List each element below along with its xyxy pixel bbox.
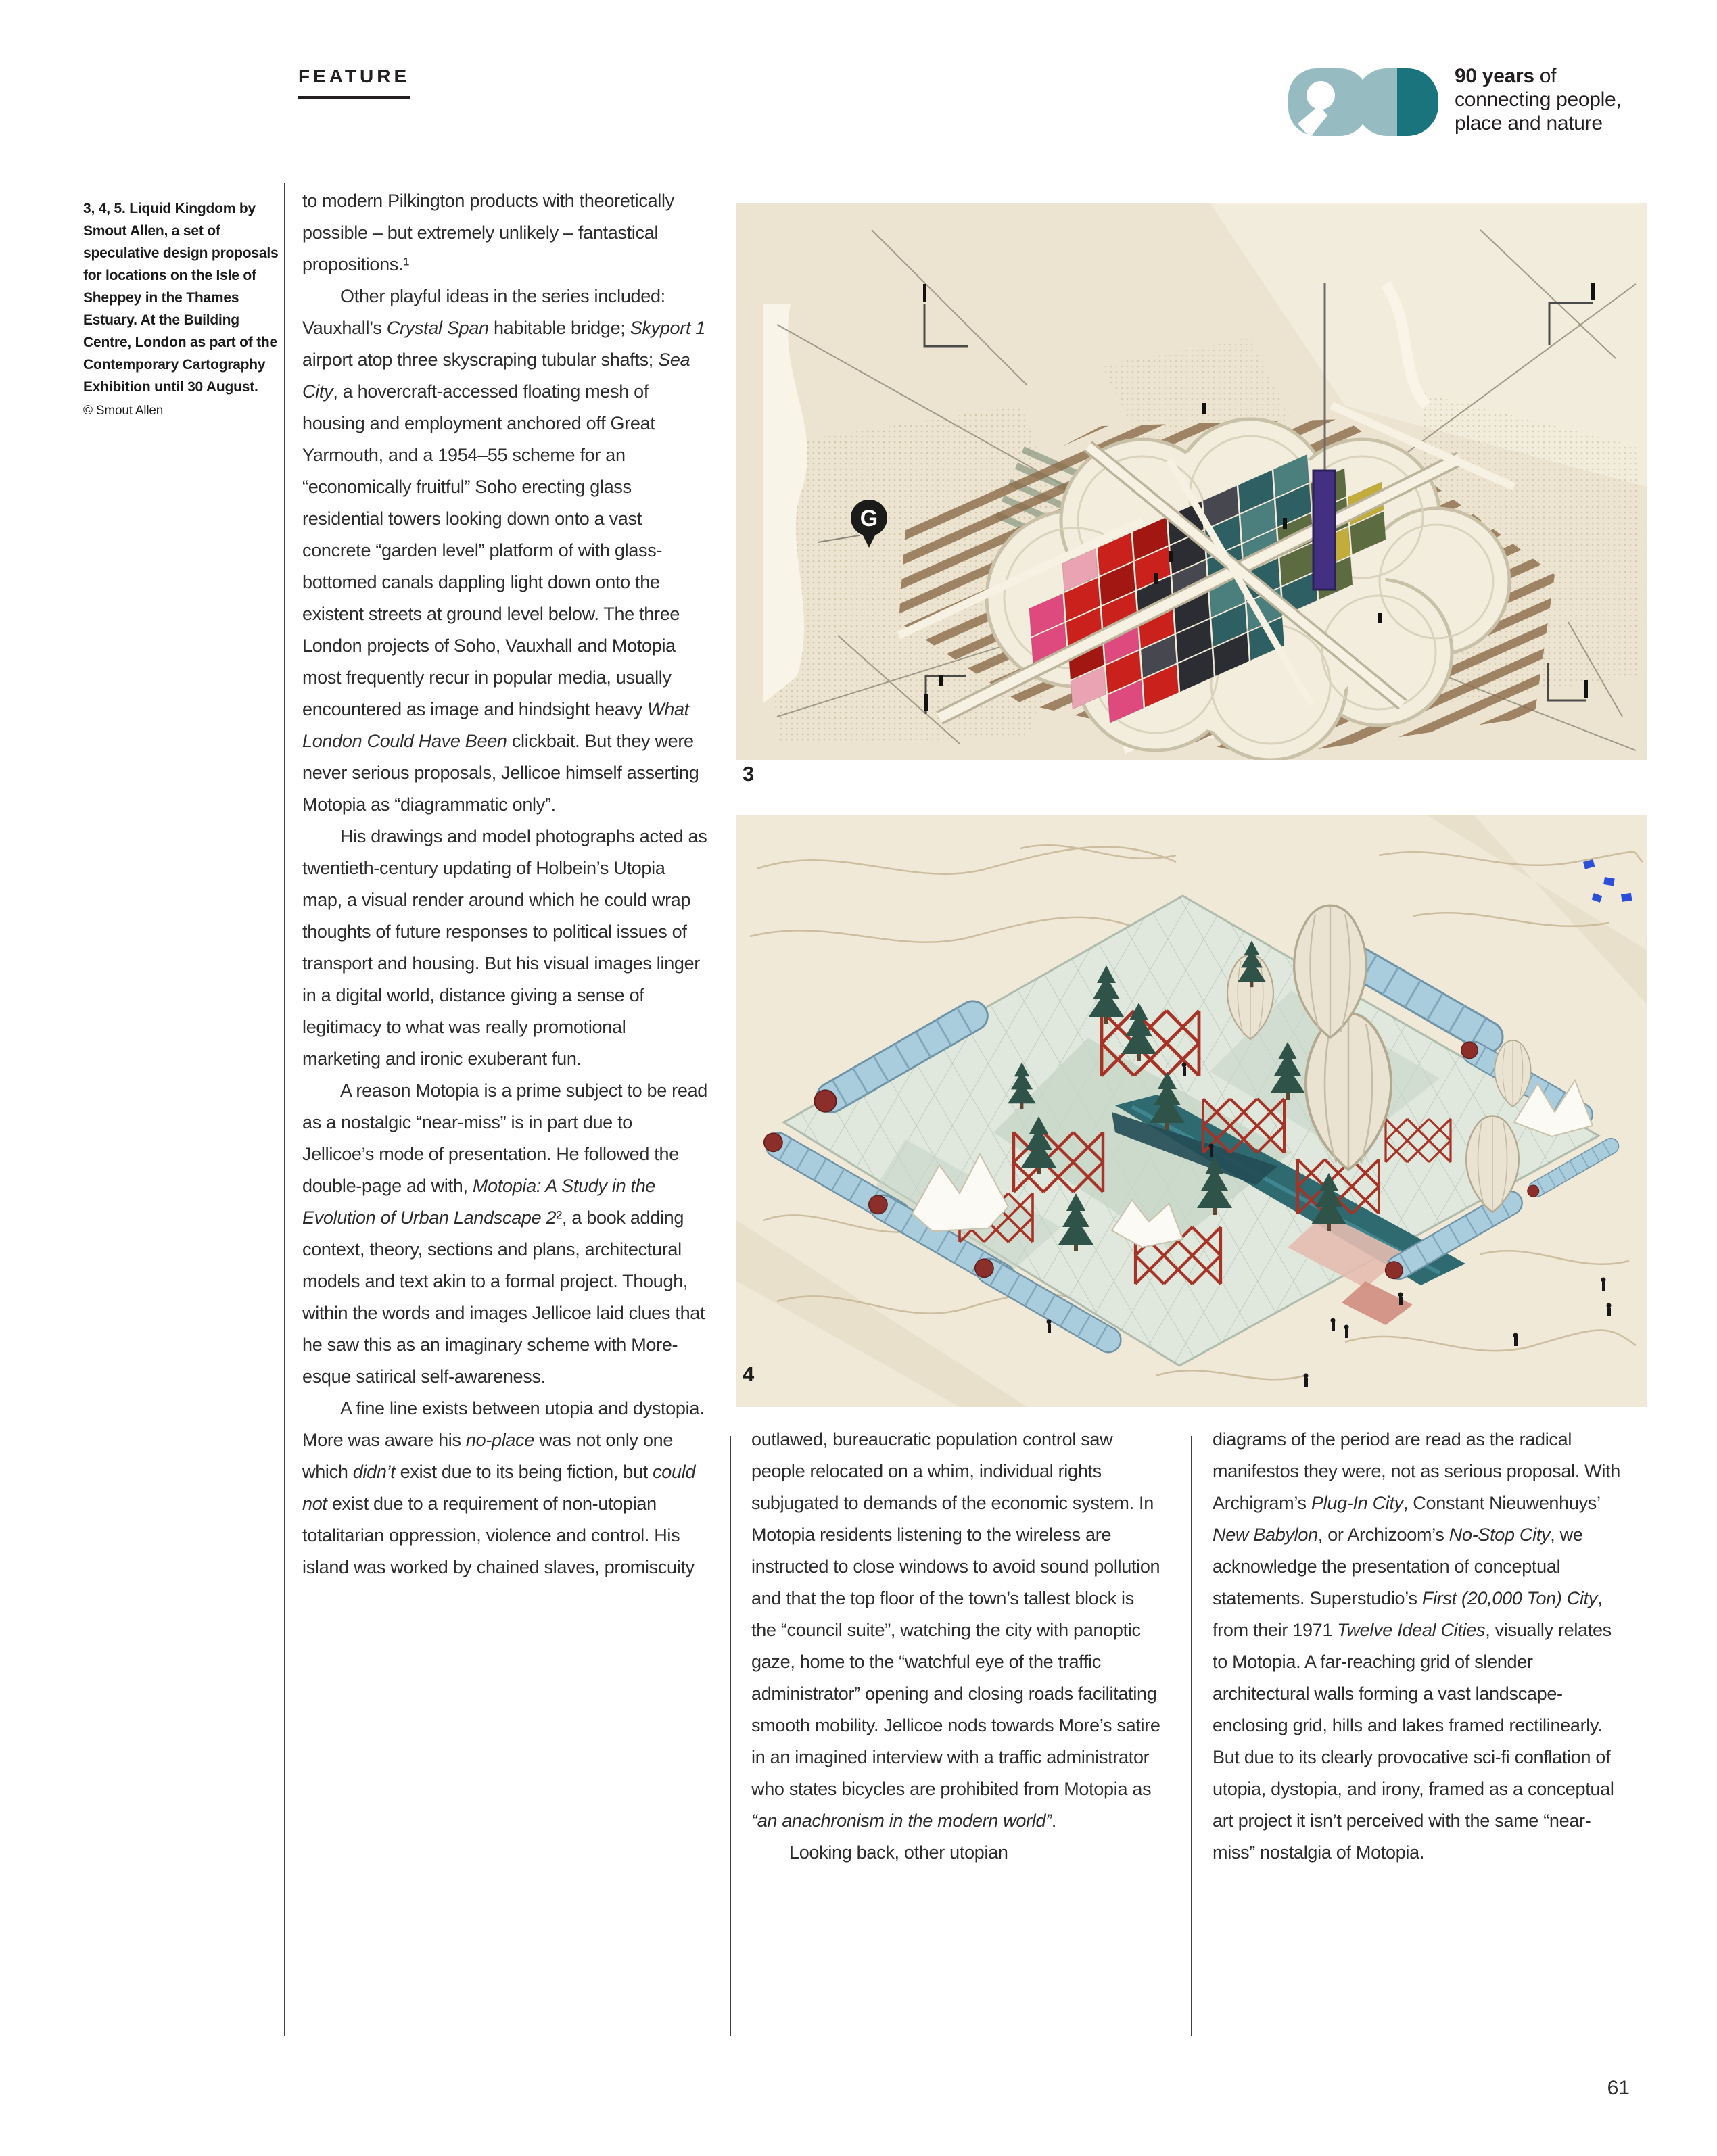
figure-caption (83, 197, 281, 420)
logo-line3: place and nature (1455, 112, 1603, 135)
paragraph: outlawed, bureaucratic population control saw people relocated on a whim, individual rights subjugated to demands of the economic system. In Motopia residents listening to the wireless are instructed to close windows to avoid sound pollution and that the top floor of the town’s tallest block is the “council suite”, watching the city with panoptic gaze, home to the “watchful eye of the traffic administrator” opening and closing roads facilitating smooth mobility. Jellicoe nods towards More’s satire in an imagined interview with a traffic administrator who states bicycles are prohibited from Motopia as “an anachronism in the modern world”. (751, 1429, 1160, 1831)
logo-90-icon (1287, 64, 1441, 140)
logo-line2: connecting people, (1455, 89, 1622, 111)
anniversary-logo (1287, 64, 1621, 140)
purple-tower (1313, 471, 1335, 590)
article-column-1 (302, 185, 708, 1583)
figure-3-label: 3 (743, 762, 755, 786)
page-number: 61 (1607, 2077, 1630, 2099)
figure-4-liquid-kingdom-isometric (736, 815, 1647, 1407)
logo-tagline (1455, 64, 1621, 135)
figure-4-label: 4 (743, 1362, 755, 1386)
paragraph: to modern Pilkington products with theoretically possible – but extremely unlikely – fantastical propositions.¹ (302, 191, 674, 274)
column-rule (730, 1436, 731, 2036)
paragraph: A fine line exists between utopia and dystopia. More was aware his no-place was not only one which didn’t exist due to its being fiction, but could not exist due to a requirement of non-utopian totalitarian oppression, violence and control. His island was worked by chained slaves, promiscuity (302, 1398, 705, 1577)
figure-3-artwork (736, 203, 1647, 760)
paragraph: diagrams of the period are read as the radical manifestos they were, not as serious proposal. With Archigram’s Plug-In City, Constant Nieuwenhuys’ New Babylon, or Archizoom’s No-Stop City, we acknowledge the presentation of conceptual statements. Superstudio’s First (20,000 Ton) City, from their 1971 Twelve Ideal Cities, visually relates to Motopia. A far-reaching grid of slender architectural walls forming a vast landscape-enclosing grid, hills and lakes framed rectilinearly. But due to its clearly provocative sci-fi conflation of utopia, dystopia, and irony, framed as a conceptual art project it isn’t perceived with the same “near-miss” nostalgia of Motopia. (1213, 1429, 1620, 1863)
paragraph: A reason Motopia is a prime subject to be read as a nostalgic “near-miss” is in part due to Jellicoe’s mode of presentation. He followed the double-page ad with, Motopia: A Study in the Evolution of Urban Landscape 2², a book adding context, theory, sections and plans, architectural models and text akin to a formal project. Though, within the words and images Jellicoe laid clues that he saw this as an imaginary scheme with More-esque satirical self-awareness. (302, 1080, 708, 1387)
paragraph: Other playful ideas in the series included: Vauxhall’s Crystal Span habitable bridge; Skyport 1 airport atop three skyscraping tubular shafts; Sea City, a hovercraft-accessed floating mesh of housing and employment anchored off Great Yarmouth, and a 1954–55 scheme for an “economically fruitful” Soho erecting glass residential towers looking down onto a vast concrete “garden level” platform of with glass-bottomed canals dappling light down onto the existent streets at ground level below. The three London projects of Soho, Vauxhall and Motopia most frequently recur in popular media, usually encountered as image and hindsight heavy What London Could Have Been clickbait. But they were never serious proposals, Jellicoe himself asserting Motopia as “diagrammatic only”. (302, 286, 706, 815)
photo-credit: © Smout Allen (83, 404, 164, 418)
svg-text:G: G (860, 506, 878, 531)
figure-4-artwork (736, 815, 1647, 1407)
column-rule (1191, 1436, 1192, 2036)
article-column-2 (751, 1424, 1162, 1869)
logo-years: 90 years (1455, 65, 1534, 87)
article-column-3 (1213, 1424, 1626, 1869)
caption-text: 3, 4, 5. Liquid Kingdom by Smout Allen, a set of speculative design proposals for locations on the Isle of Sheppey in the Thames Estuary. At the Building Centre, London as part of the Contemporary Cartography Exhibition until 30 August. (83, 201, 279, 395)
paragraph: Looking back, other utopian (789, 1842, 1008, 1863)
column-rule (284, 183, 285, 2036)
figure-3-liquid-kingdom-plan (736, 203, 1647, 760)
paragraph: His drawings and model photographs acted as twentieth-century updating of Holbein’s Utopia map, a visual render around which he could wrap thoughts of future responses to political issues of transport and housing. But his visual images linger in a digital world, distance giving a sense of legitimacy to what was really promotional marketing and ironic exuberant fun. (302, 826, 707, 1069)
logo-of: of (1534, 65, 1557, 87)
section-kicker: FEATURE (298, 66, 410, 99)
